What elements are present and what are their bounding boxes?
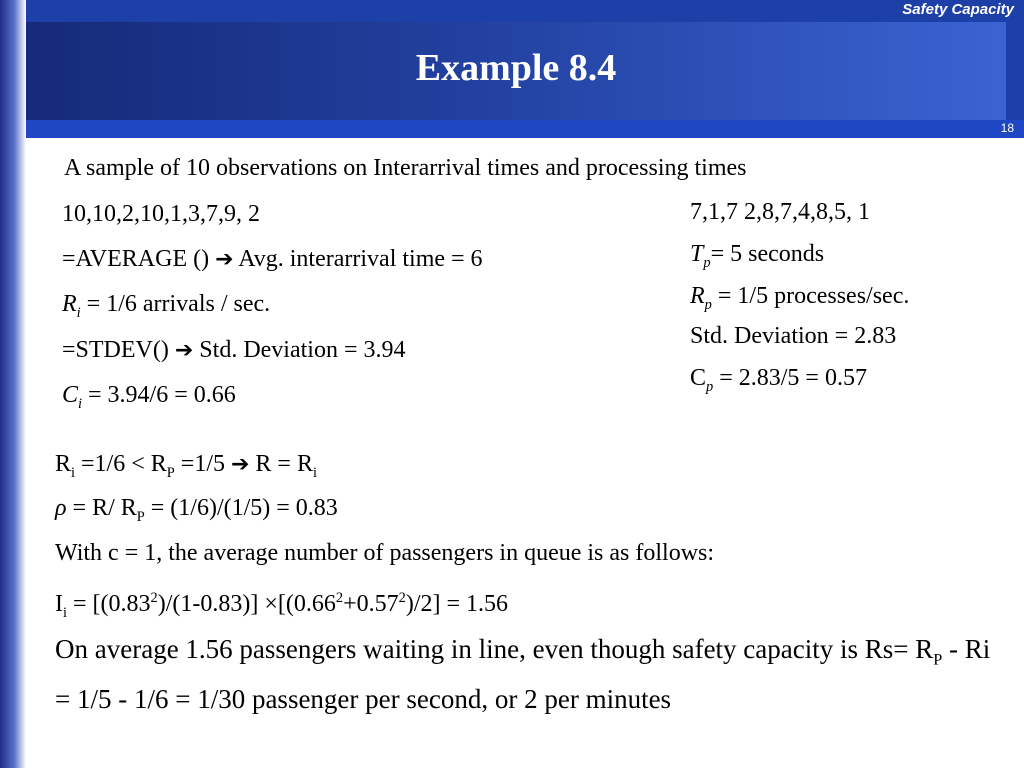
utilization-line (55, 494, 338, 531)
intro-line: A sample of 10 observations on Interarrival times and processing times (64, 155, 747, 181)
cp-text: = 2.83/5 = 0.57 (713, 365, 867, 391)
arrival-rate-line (62, 290, 270, 327)
rho-symbol: ρ (55, 495, 67, 521)
conclusion-paragraph (55, 629, 995, 719)
stdev-line (62, 336, 406, 365)
stdev-formula: =STDEV() (62, 337, 175, 363)
ci-symbol: C (62, 382, 79, 408)
formula-part: +0.57 (343, 591, 399, 617)
interarrival-data: 10,10,2,10,1,3,7,9, 2 (62, 201, 260, 227)
rate-result: R = R (249, 451, 313, 477)
rp-text: = 1/5 processes/sec. (711, 283, 910, 309)
slide-number: 18 (1000, 121, 1014, 135)
ci-line (62, 381, 236, 418)
rate-compare-line (55, 450, 317, 487)
exponent: 2 (335, 590, 344, 606)
slide-number-band (0, 120, 1024, 138)
header-edge (1006, 0, 1024, 120)
rp-subscript: p (704, 296, 712, 313)
rp-subscript: P (136, 508, 145, 525)
exponent: 2 (150, 590, 158, 606)
rp-line (690, 282, 909, 319)
i-subscript: i (63, 604, 67, 621)
conclusion-text: On average 1.56 passengers waiting in line, even though safety capacity is Rs= R (55, 634, 934, 664)
ci-subscript: i (78, 395, 83, 412)
utilization-text: = R/ R (66, 495, 137, 521)
tp-text: = 5 seconds (710, 241, 825, 267)
conclusion-text-end: - Ri = 1/5 - 1/6 = 1/30 passenger per second, or 2 per minutes (55, 634, 991, 715)
slide-title: Example 8.4 (415, 47, 617, 89)
rp-subscript: P (933, 650, 943, 669)
processing-data: 7,1,7 2,8,7,4,8,5, 1 (690, 199, 870, 225)
r-subscript: i (71, 464, 76, 481)
i-symbol: I (55, 591, 63, 617)
rate-compare-text: =1/6 < R (75, 451, 167, 477)
ci-text: = 3.94/6 = 0.66 (82, 382, 236, 408)
arrival-rate-text: = 1/6 arrivals / sec. (80, 291, 271, 317)
rp-symbol: R (690, 283, 705, 309)
cp-subscript: p (706, 378, 714, 395)
queue-formula-line (55, 584, 508, 627)
cp-line (690, 364, 867, 401)
tp-symbol: T (690, 241, 704, 267)
arrow-icon: ➔ (215, 247, 234, 272)
arrow-icon: ➔ (174, 338, 194, 363)
ri-symbol: R (62, 291, 77, 317)
formula-part: )/(1-0.83)] ×[(0.66 (157, 591, 336, 617)
formula-result: )/2] = 1.56 (405, 591, 509, 617)
exponent: 2 (398, 590, 406, 606)
formula-part: = [(0.83 (67, 591, 151, 617)
average-result: Avg. interarrival time = 6 (233, 246, 483, 272)
left-stripe (0, 0, 26, 768)
rate-compare-value: =1/5 (174, 451, 231, 477)
average-line (62, 245, 483, 274)
ri-subscript: i (312, 464, 317, 481)
ri-subscript: i (76, 304, 81, 321)
queue-intro-line: With c = 1, the average number of passengers in queue is as follows: (55, 540, 715, 566)
stdev-result: Std. Deviation = 3.94 (193, 337, 406, 363)
brand-label: Safety Capacity (902, 1, 1014, 18)
top-band (0, 0, 1024, 22)
utilization-value: = (1/6)/(1/5) = 0.83 (144, 495, 338, 521)
processing-stdev: Std. Deviation = 2.83 (690, 323, 897, 349)
tp-line (690, 240, 824, 277)
rp-subscript: P (166, 464, 175, 481)
average-formula: =AVERAGE () (62, 246, 216, 272)
cp-symbol: C (690, 365, 707, 391)
r-symbol: R (55, 451, 72, 477)
tp-subscript: p (703, 254, 711, 271)
arrow-icon: ➔ (230, 452, 250, 477)
